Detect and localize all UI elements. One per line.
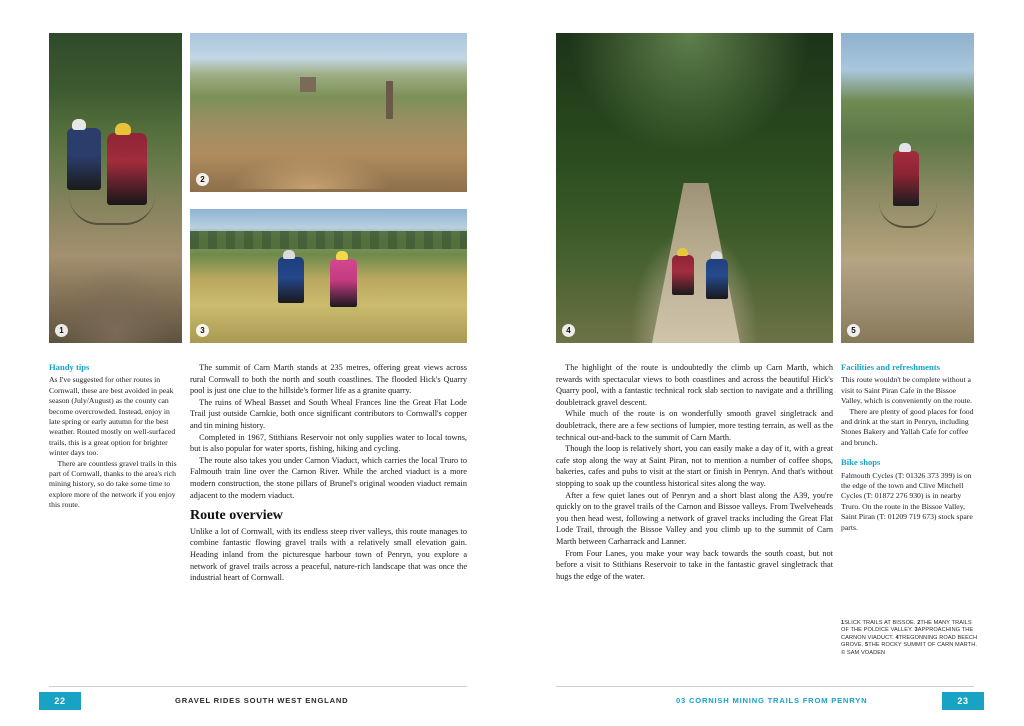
credit-text-3: APPROACHING THE CARNON VIADUCT. (841, 627, 974, 641)
bike-shops-paragraph: Falmouth Cycles (T: 01326 373 399) is on the edge of the town and Clive Mitchell Cycles (T: 01872 276 930) is in nearby Truro. On the route in the Bissoe Valley, Saint Piran (T: 01209 719 673) stock spare parts. (841, 470, 973, 532)
credit-number-4: 4 (895, 634, 899, 641)
credit-text-1: SLICK TRAILS AT BISSOE. (844, 620, 916, 626)
page-number-left: 22 (39, 692, 81, 710)
facilities-paragraph-1: This route wouldn't be complete without a visit to Saint Piran Cafe in the Bissoe Valley, which is conveniently on the route. (841, 375, 973, 406)
photo-green-lane-riders (556, 33, 833, 343)
route-overview-paragraph: Unlike a lot of Cornwall, with its endless steep river valleys, this route manages to combine fantastic flowing gravel trails with a relatively small elevation gain. Heading inland from the picturesque harbour town of Penryn, you explore a network of gravel trails across a peaceful, nature-rich landscape that was once the industrial heart of Cornwall. (190, 526, 467, 583)
runhead-left: GRAVEL RIDES SOUTH WEST ENGLAND (175, 696, 349, 705)
photo-number-2: 2 (196, 173, 209, 186)
facilities-heading: Facilities and refreshments (841, 362, 940, 372)
facilities-paragraph-2: There are plenty of good places for food and drink at the start in Penryn, including Stones Bakery and Yallah Cafe for coffee and brunch. (841, 406, 974, 447)
right-paragraph-3: Though the loop is relatively short, you can easily make a day of it, with a great cafe stop along the way at Saint Piran, not to mention a number of coffee shops, bakeries, cafes and pubs to visit at the start or finish in Penryn. And that's without stopping to soak up the countless historical sites along the way. (556, 444, 833, 488)
spread-gutter (512, 0, 513, 726)
left-paragraph-4: The route also takes you under Carnon Viaduct, which carries the local Truro to Falmouth train line over the Carnon River. While the arched viaduct is a more modern construction, the stone pillars of Brunel's original wooden viaduct remain adjacent to the modern viaduct. (190, 455, 467, 500)
left-paragraph-1: The summit of Carn Marth stands at 235 metres, offering great views across rural Cornwall to both the north and south coastlines. The flooded Hick's Quarry pool is just one clue to the hillside's former life as a granite quarry. (190, 363, 467, 396)
right-body-column (556, 362, 833, 582)
photo-riders-rocky-trail (49, 33, 182, 343)
handy-tips-sidebar (49, 362, 182, 511)
handy-tips-paragraph-2: There are countless gravel trails in this part of Cornwall, thanks to the area's rich mining history, so do take some time to explore more of the network if you enjoy this route. (49, 458, 177, 510)
left-body-column (190, 362, 467, 584)
route-overview-heading: Route overview (190, 508, 283, 524)
credit-number-3: 3 (914, 627, 918, 634)
photo-credits (841, 620, 979, 657)
bike-shops-heading: Bike shops (841, 457, 881, 468)
credit-number-1: 1 (841, 620, 845, 626)
photo-number-1: 1 (55, 324, 68, 337)
handy-tips-paragraph-1: As I've suggested for other routes in Cornwall, these are best avoided in peak season (July/August) as the county can become overcrowded. Instead, enjoy in late spring or early autumn for the best weather. Routed mostly on well-surfaced trails, this is a great option for brighter winter days too. (49, 375, 176, 458)
left-paragraph-3: Completed in 1967, Stithians Reservoir not only supplies water to local towns, but is also popular for water sports, fishing, hiking and cycling. (190, 432, 467, 454)
facilities-sidebar (841, 362, 974, 533)
photo-riders-grass-track (190, 209, 467, 343)
photo-number-4: 4 (562, 324, 575, 337)
photo-number-5: 5 (847, 324, 860, 337)
right-paragraph-1: The highlight of the route is undoubtedly the climb up Carn Marth, which rewards with spectacular views to both coastlines and across the beautiful Hick's Quarry pool, with a fantastic technical rock slab section to navigate and a thrilling doubletrack gravel descent. (556, 363, 833, 407)
right-paragraph-4: After a few quiet lanes out of Penryn and a short blast along the A39, you're quickly on to the gravel trails of the Carnon and Bissoe valleys. From Twelveheads you then head west, following a network of gravel tracks including the Great Flat Lode Trail, through the Bissoe Valley and you climb up to the summit of Carn Marth between Carharrack and Lanner. (556, 490, 833, 546)
photo-summit-rider (841, 33, 974, 343)
credit-text-5: THE ROCKY SUMMIT OF CARN MARTH. (868, 642, 978, 649)
right-footer-rule (556, 686, 974, 687)
credit-text-2: THE MANY TRAILS OF THE POLDICE VALLEY. (841, 620, 972, 634)
left-paragraph-2: The ruins of Wheal Basset and South Wheal Frances line the Great Flat Lode Trail just outside Carnkie, both once significant contributors to Cornwall's copper and tin mining history. (190, 397, 467, 430)
photo-quarry-mine-stack (190, 33, 467, 192)
handy-tips-heading: Handy tips (49, 362, 90, 372)
left-footer-rule (49, 686, 467, 687)
credit-number-2: 2 (917, 620, 921, 626)
page-number-right: 23 (942, 692, 984, 710)
photo-number-3: 3 (196, 324, 209, 337)
credit-copyright: © SAM VOADEN (841, 649, 886, 656)
runhead-right: 03 CORNISH MINING TRAILS FROM PENRYN (676, 696, 868, 705)
right-paragraph-2: While much of the route is on wonderfully smooth gravel singletrack and doubletrack, there are a few sections of lumpier, more testing terrain, as well as the technical out-and-back to the summit of Carn Marth. (556, 409, 833, 442)
right-paragraph-5: From Four Lanes, you make your way back towards the south coast, but not before a visit to Stithians Reservoir to take in the fantastic gravel singletrack that hugs the edge of the water. (556, 548, 833, 581)
credit-number-5: 5 (865, 642, 869, 649)
credit-text-4: TREGONNING ROAD BEECH GROVE. (841, 634, 978, 649)
